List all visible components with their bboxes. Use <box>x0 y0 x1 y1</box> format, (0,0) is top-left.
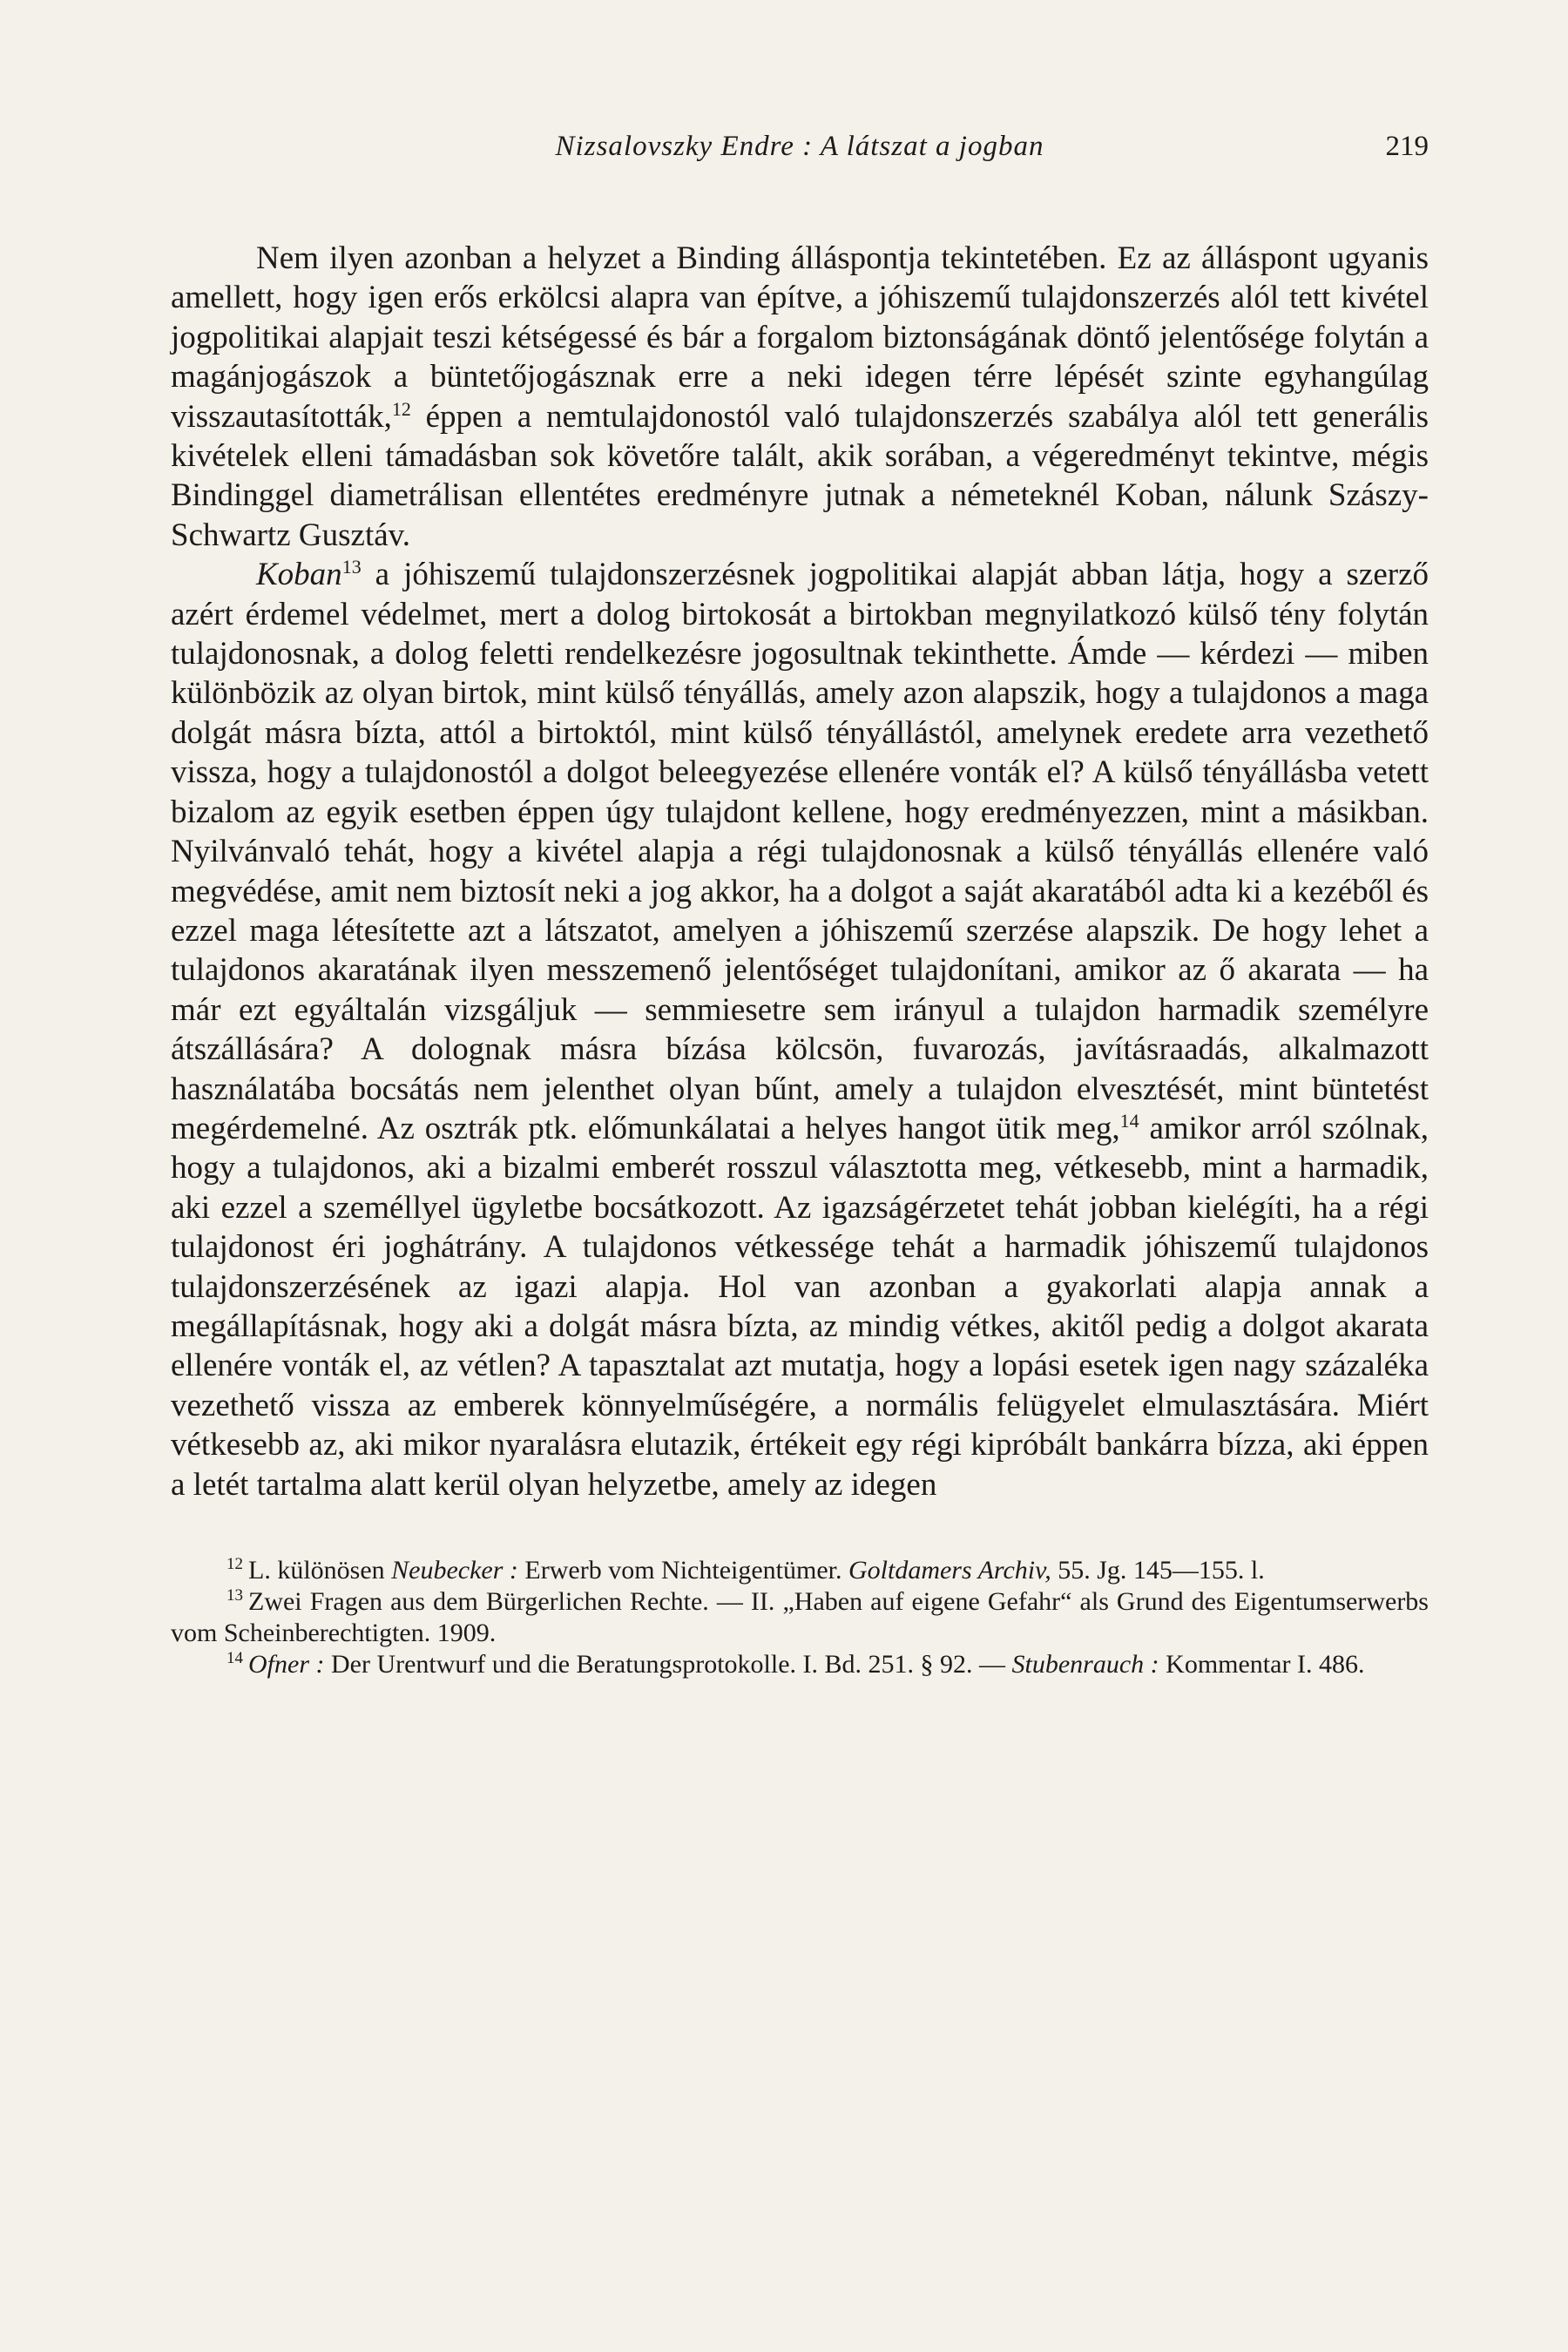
paragraph-1-continuation: éppen a nemtulajdonostól való tulajdonszerzés szabálya alól tett generális kivételek elleni támadásban sok követőre talált, akik sorában, a végeredményt tekintve, mégis Bindinggel diametrálisan ellentétes eredményre jutnak a németeknél Koban, nálunk Szászy-Schwartz Gusztáv. <box>171 398 1429 553</box>
footnote-author: Stubenrauch : <box>1011 1650 1159 1679</box>
paragraph-1-text: Nem ilyen azonban a helyzet a Binding álláspontja tekintetében. Ez az álláspont ugyanis amellett, hogy igen erős erkölcsi alapra van építve, a jóhiszemű tulajdonszerzés alól tett kivétel jogpolitikai alapjait teszi kétségessé és bár a forgalom biztonságának döntő jelentősége folytán a magánjogászok a büntetőjogásznak erre a neki idegen térre lépését szinte egyhangúlag visszautasították, <box>171 240 1429 435</box>
footnote-text: Zwei Fragen aus dem Bürgerlichen Rechte. — II. „Haben auf eigene Gefahr“ als Grund des Eigentumserwerbs vom Scheinberechtigten. 1909. <box>171 1587 1429 1647</box>
footnote-text: Der Urentwurf und die Beratungsprotokolle. I. Bd. 251. § 92. — <box>324 1650 1012 1679</box>
paragraph-2 <box>171 555 1429 1504</box>
running-title: Nizsalovszky Endre : A látszat a jogban <box>555 131 1044 162</box>
paragraph-2-continuation: amikor arról szólnak, hogy a tulajdonos, aki a bizalmi emberét rosszul választotta meg, vétkesebb, mint a harmadik, aki ezzel a személlyel ügyletbe bocsátkozott. Az igazságérzetet tehát jobban kielégíti, ha a régi tulajdonost éri joghátrány. A tulajdonos vétkessége tehát a harmadik jóhiszemű tulajdonos tulajdonszerzésének az igazi alapja. Hol van azonban a gyakorlati alapja annak a megállapításnak, hogy aki a dolgát másra bízta, az mindig vétkes, akitől pedig a dolgot akarata ellenére vonták el, az vétlen? A tapasztalat azt mutatja, hogy a lopási esetek igen nagy százaléka vezethető vissza az emberek könnyelműségére, a normális felügyelet elmulasztására. Miért vétkesebb az, aki mikor nyaralásra elutazik, értékeit egy régi kipróbált bankárra bízza, aki éppen a letét tartalma alatt kerül olyan helyzetbe, amely az idegen <box>171 1110 1429 1503</box>
running-head <box>171 131 1429 171</box>
footnote-number: 12 <box>226 1555 243 1573</box>
page-number: 219 <box>1385 131 1429 162</box>
paragraph-2-text: a jóhiszemű tulajdonszerzésnek jogpolitikai alapját abban látja, hogy a szerző azért érdemel védelmet, mert a dolog birtokosát a birtokban megnyilatkozó külső tény folytán tulajdonosnak, a dolog feletti rendelkezésre jogosultnak tekinthette. Ámde — kérdezi — miben különbözik az olyan birtok, mint külső tényállás, amely azon alapszik, hogy a tulajdonos a maga dolgát másra bízta, attól a birtoktól, mint külső tényállástól, amelynek eredete arra vezethető vissza, hogy a tulajdonostól a dolgot beleegyezése ellenére vonták el? A külső tényállásba vetett bizalom az egyik esetben éppen úgy tulajdont kellene, hogy eredményezzen, mint a másikban. Nyilvánvaló tehát, hogy a kivétel alapja a régi tulajdonosnak a külső tényállás ellenére való megvédése, amit nem biztosít neki a jog akkor, ha a dolgot a saját akaratából adta ki a kezéből és ezzel maga létesítette azt a látszatot, amelyen a jóhiszemű szerzése alapszik. De hogy lehet a tulajdonos akaratának ilyen messzemenő jelentőséget tulajdonítani, amikor az ő akarata — ha már ezt egyáltalán vizsgáljuk — semmiesetre sem irányul a tulajdon harmadik személyre átszállására? A dolognak másra bízása kölcsön, fuvarozás, javításraadás, alkalmazott használatába bocsátás nem jelenthet olyan bűnt, amely a tulajdon elvesztését, mint büntetést megérdemelné. Az osztrák ptk. előmunkálatai a helyes hangot ütik meg, <box>171 557 1429 1146</box>
footnote-14 <box>171 1649 1429 1680</box>
footnote-ref-14: 14 <box>1119 1109 1139 1132</box>
footnote-author: Ofner : <box>248 1650 325 1679</box>
author-name-koban: Koban <box>256 557 342 593</box>
footnote-12 <box>171 1555 1429 1586</box>
body-text <box>171 239 1429 1504</box>
footnote-text: Kommentar I. 486. <box>1159 1650 1365 1679</box>
footnote-ref-13: 13 <box>341 556 362 578</box>
footnote-text: 55. Jg. 145—155. l. <box>1051 1556 1265 1585</box>
footnote-number: 14 <box>226 1649 243 1667</box>
footnotes <box>171 1555 1429 1680</box>
page <box>171 131 1429 1680</box>
footnote-text: L. különösen <box>248 1556 392 1585</box>
footnote-journal: Goltdamers Archiv, <box>848 1556 1051 1585</box>
paragraph-1 <box>171 239 1429 555</box>
footnote-13 <box>171 1586 1429 1649</box>
footnote-text: Erwerb vom Nichteigentümer. <box>517 1556 848 1585</box>
footnote-number: 13 <box>226 1586 243 1605</box>
footnote-ref-12: 12 <box>391 397 411 420</box>
footnote-author: Neubecker : <box>391 1556 518 1585</box>
